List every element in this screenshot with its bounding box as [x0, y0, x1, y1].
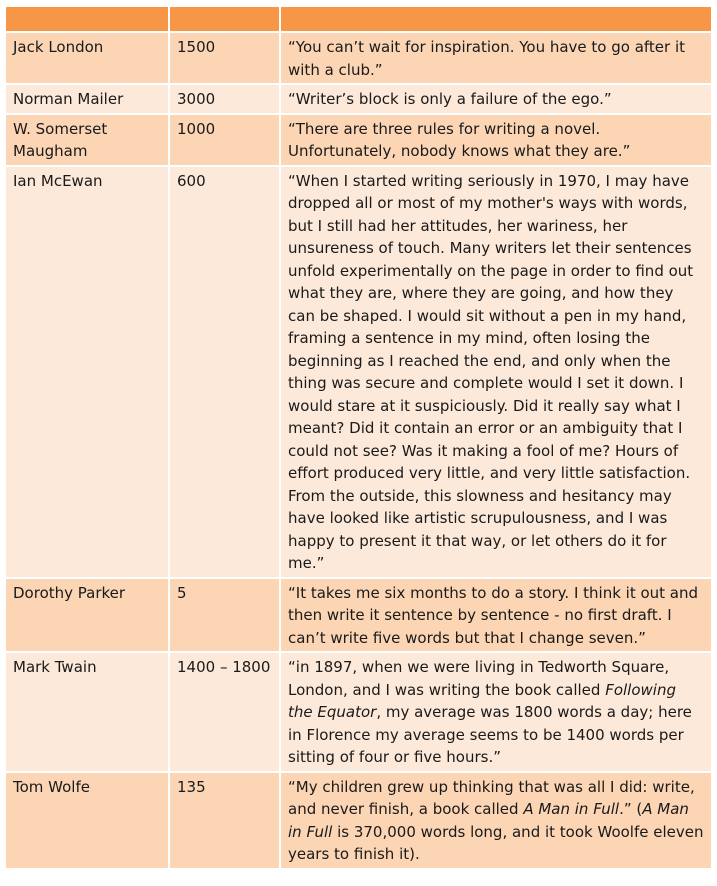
quote-text: “My children grew up thinking that was all I did: write, and never finish, a book called: [288, 777, 695, 818]
words-cell: 600: [169, 166, 280, 578]
quote-cell: [280, 114, 711, 166]
quote-text: “Writer’s block is only a failure of the ego.”: [288, 90, 612, 108]
author-cell: W. Somerset Maugham: [6, 114, 169, 166]
quote-text: is 370,000 words long, and it took Woolfe eleven years to finish it).: [288, 822, 704, 863]
quote-italic-text: Following the Equator: [288, 680, 676, 721]
table-row: [6, 84, 711, 114]
words-cell: 5: [169, 578, 280, 653]
quote-text: “You can’t wait for inspiration. You have to go after it with a club.”: [288, 38, 686, 79]
author-cell: Norman Mailer: [6, 84, 169, 114]
quote-text: “It takes me six months to do a story. I think it out and then write it sentence by sentence - no first draft. I can’t write five words but that I change seven.”: [288, 583, 699, 647]
quote-cell: [280, 772, 711, 869]
quote-text: .” (: [619, 800, 643, 818]
quote-text: “There are three rules for writing a novel. Unfortunately, nobody knows what they are.”: [288, 119, 631, 160]
table-row: [6, 772, 711, 869]
author-cell: Ian McEwan: [6, 166, 169, 578]
table-row: [6, 32, 711, 84]
author-cell: Jack London: [6, 32, 169, 84]
quote-cell: [280, 652, 711, 772]
quotes-table: [6, 7, 711, 870]
author-cell: Dorothy Parker: [6, 578, 169, 653]
quote-text: , my average was 1800 words a day; here in Florence my average seems to be 1400 words per sitting of four or five hours.”: [288, 703, 692, 766]
header-words: [169, 7, 280, 32]
words-cell: 1400 – 1800: [169, 652, 280, 772]
quote-cell: [280, 578, 711, 653]
words-cell: 3000: [169, 84, 280, 114]
words-cell: 1000: [169, 114, 280, 166]
quote-cell: [280, 32, 711, 84]
table-header-row: [6, 7, 711, 32]
words-cell: 1500: [169, 32, 280, 84]
quote-italic-text: A Man in Full: [523, 800, 620, 818]
table-row: [6, 652, 711, 772]
words-cell: 135: [169, 772, 280, 869]
table-row: [6, 114, 711, 166]
author-cell: Tom Wolfe: [6, 772, 169, 869]
quote-text: “in 1897, when we were living in Tedworth Square, London, and I was writing the book called: [288, 658, 670, 699]
quote-cell: [280, 84, 711, 114]
quote-cell: [280, 166, 711, 578]
header-author: [6, 7, 169, 32]
table-row: [6, 578, 711, 653]
table-row: [6, 166, 711, 578]
author-cell: Mark Twain: [6, 652, 169, 772]
quote-text: “When I started writing seriously in 1970, I may have dropped all or most of my mother's ways with words, but I still had her attitudes, her wariness, her unsureness of touch. Many writers let their sentences unfold experimentally on the page in order to find out what they are, where they are going, and how they can be shaped. I would sit without a pen in my hand, framing a sentence in my mind, often losing the beginning as I reached the end, and only when the thing was secure and complete would I set it down. I would stare at it suspiciously. Did it really say what I meant? Did it contain an error or an ambiguity that I could not see? Was it making a fool of me? Hours of effort produced very little, and very little satisfaction. From the outside, this slowness and hesitancy may have looked like artistic scrupulousness, and I was happy to present it that way, or let others do it for me.”: [288, 171, 694, 572]
header-quote: [280, 7, 711, 32]
quote-italic-text: A Man in Full: [288, 800, 689, 841]
